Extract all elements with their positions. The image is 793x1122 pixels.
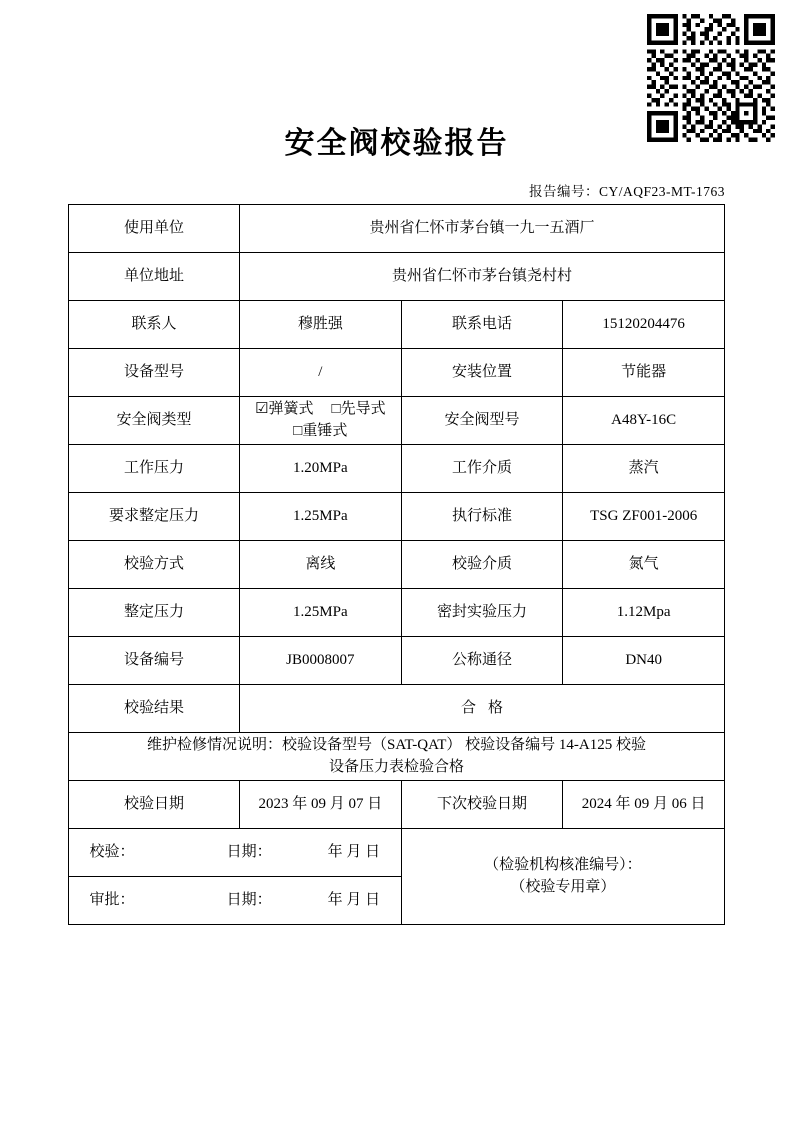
result-value: 合格 [240, 685, 725, 733]
set-pressure-value: 1.25MPa [240, 589, 402, 637]
work-pressure-value: 1.20MPa [240, 445, 402, 493]
table-row [69, 829, 725, 877]
approver-date-label: 日期： [226, 891, 272, 908]
unit-value: 贵州省仁怀市茅台镇一九一五酒厂 [240, 205, 725, 253]
table-row [69, 493, 725, 541]
table-row [69, 301, 725, 349]
address-value: 贵州省仁怀市茅台镇尧村村 [240, 253, 725, 301]
approval-number-label: （检验机构核准编号）： [484, 856, 642, 873]
maintenance-note-line2: 设备压力表检验合格 [328, 758, 464, 775]
verifier-date-label: 日期： [226, 843, 272, 860]
checkbox-spring[interactable]: ☑弹簧式 [255, 400, 314, 417]
device-no-label: 设备编号 [69, 637, 240, 685]
check-medium-label: 校验介质 [401, 541, 563, 589]
contact-value: 穆胜强 [240, 301, 402, 349]
valve-type-label: 安全阀类型 [69, 397, 240, 445]
seal-pressure-label: 密封实验压力 [401, 589, 563, 637]
table-row [69, 397, 725, 445]
set-pressure-label: 整定压力 [69, 589, 240, 637]
medium-label: 工作介质 [401, 445, 563, 493]
table-row [69, 349, 725, 397]
required-set-pressure-label: 要求整定压力 [69, 493, 240, 541]
check-date-label: 校验日期 [69, 781, 240, 829]
table-row [69, 541, 725, 589]
method-value: 离线 [240, 541, 402, 589]
report-number [0, 180, 725, 200]
standard-label: 执行标准 [401, 493, 563, 541]
check-medium-value: 氮气 [563, 541, 725, 589]
table-row [69, 781, 725, 829]
table-row [69, 589, 725, 637]
table-row [69, 205, 725, 253]
model-label: 设备型号 [69, 349, 240, 397]
report-number-value: CY/AQF23-MT-1763 [598, 184, 725, 199]
approver-date-value: 年 月 日 [327, 891, 381, 908]
required-set-pressure-value: 1.25MPa [240, 493, 402, 541]
valve-model-label: 安全阀型号 [401, 397, 563, 445]
model-value: / [240, 349, 402, 397]
verifier-signature-row [69, 829, 402, 877]
checkbox-pilot[interactable]: □先导式 [331, 400, 386, 417]
seal-pressure-value: 1.12Mpa [563, 589, 725, 637]
contact-label: 联系人 [69, 301, 240, 349]
work-pressure-label: 工作压力 [69, 445, 240, 493]
check-date-value: 2023 年 09 月 07 日 [240, 781, 402, 829]
device-no-value: JB0008007 [240, 637, 402, 685]
nominal-diameter-label: 公称通径 [401, 637, 563, 685]
method-label: 校验方式 [69, 541, 240, 589]
install-position-label: 安装位置 [401, 349, 563, 397]
approver-signature-row [69, 877, 402, 925]
next-check-date-label: 下次校验日期 [401, 781, 563, 829]
medium-value: 蒸汽 [563, 445, 725, 493]
valve-type-options [240, 397, 402, 445]
phone-value: 15120204476 [563, 301, 725, 349]
table-row [69, 637, 725, 685]
unit-label: 使用单位 [69, 205, 240, 253]
table-row [69, 445, 725, 493]
result-label: 校验结果 [69, 685, 240, 733]
organization-seal-cell [401, 829, 724, 925]
report-number-label: 报告编号： [528, 184, 599, 199]
next-check-date-value: 2024 年 09 月 06 日 [563, 781, 725, 829]
checkbox-deadweight[interactable]: □重锤式 [293, 422, 348, 439]
page-title: 安全阀校验报告 [284, 127, 509, 160]
maintenance-note [69, 733, 725, 781]
verifier-date-value: 年 月 日 [327, 843, 381, 860]
valve-model-value: A48Y-16C [563, 397, 725, 445]
approver-label: 审批： [89, 891, 135, 908]
maintenance-note-line1: 维护检修情况说明：校验设备型号（SAT-QAT） 校验设备编号 14-A125 校验 [146, 736, 647, 753]
table-row [69, 253, 725, 301]
inspection-seal-label: （校验专用章） [510, 878, 616, 895]
table-row [69, 685, 725, 733]
verifier-label: 校验： [89, 843, 135, 860]
nominal-diameter-value: DN40 [563, 637, 725, 685]
install-position-value: 节能器 [563, 349, 725, 397]
standard-value: TSG ZF001-2006 [563, 493, 725, 541]
table-row [69, 733, 725, 781]
report-table [68, 204, 725, 925]
phone-label: 联系电话 [401, 301, 563, 349]
address-label: 单位地址 [69, 253, 240, 301]
